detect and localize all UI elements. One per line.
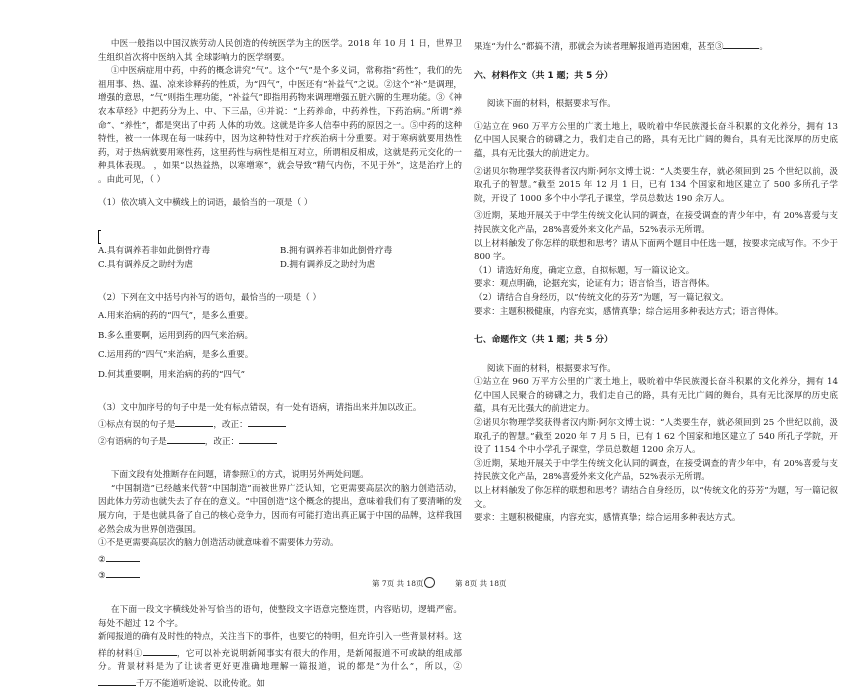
- q3-blank-3[interactable]: [167, 433, 205, 444]
- q3-line-1: [98, 416, 462, 433]
- q5-passage-part-2: ，它可以补充说明新闻事实有很大的作用，是新闻报道不可或缺的组成部分。背景材料是为了让读者更好更准确地理解一篇报道，说的都是“为什么”，所以，②: [98, 648, 462, 673]
- q4-item-1: ①不是更需要高层次的脑力创造活动就意味着不需要体力劳动。: [98, 538, 339, 549]
- q5-passage: [98, 631, 462, 691]
- q5-continuation-text: 果连“为什么”都搞不清，那就会为读者理解报道再造困难，甚至③: [474, 42, 724, 52]
- q5-continuation-end: 。: [759, 42, 769, 52]
- q5-blank-3[interactable]: [723, 38, 759, 49]
- q4-item-2-num: ②: [98, 554, 106, 565]
- section-6-material-1: ①站立在 960 万平方公里的广袤土地上，吸吮着中华民族漫长奋斗积累的文化养分，拥有 13 亿中国人民聚合的磅礴之力，我们走自己的路，具有无比广阔的舞台，具有无比深厚的历史底蕴，具有无比强大的前进定力。: [474, 121, 838, 159]
- q2-stem: （2）下列在文中括号内补写的语句，最恰当的一项是（ ）: [98, 293, 322, 304]
- right-column: [474, 38, 838, 526]
- q4-passage: “中国制造”已经越来代替“中国制造”而被世界广泛认知，它更需要高层次的脑力创造活动，因此体力劳动也就失去了存在的意义。“中国创造”这个概念的提出，意味着我们有了要清晰的发展方向，于是也就具备了自己的核心竞争力，因而有可能打造出真正属于中国的品牌，这样我国必然会成为世界创造强国。: [98, 483, 462, 535]
- section-6-topic-1: （1）请选好角度，确定立意，自拟标题，写一篇议论文。: [474, 265, 695, 276]
- section-6-heading: 六、材料作文（共 1 题；共 5 分）: [474, 70, 613, 81]
- section-6-intro: 阅读下面的材料，根据要求写作。: [486, 99, 616, 110]
- intro-line-1: 中医一般指以中国汉族劳动人民创造的传统医学为主的医学。2018 年 10 月 1 日，世界卫生组织首次将中医纳入其 全球影响力的医学纲要。: [98, 39, 462, 63]
- q5-passage-part-1: 新闻报道的确有及时性的特点，关注当下的事件，也要它的特明，但充许引入一些背景材料。这样的材料①: [98, 632, 462, 659]
- q3-line-2-prefix: ②有语病的句子是: [98, 436, 167, 447]
- section-7-material-1: ①站立在 960 万平方公里的广袤土地上，吸吮着中华民族漫长奋斗积累的文化养分，拥有 14 亿中国人民聚合的磅礴之力，我们走自己的路，具有无比广阔的舞台，具有无比深厚的历史底蕴，具有无比强大的前进定力。: [474, 377, 838, 415]
- q3-line-1-prefix: ①标点有误的句子是: [98, 419, 176, 430]
- q2-option-c[interactable]: C.运用药的“四气”来治病，是多么重要。: [98, 350, 254, 361]
- q1-option-d[interactable]: D.拥有调养反之助纣为虐: [280, 259, 376, 270]
- section-6-task: 以上材料触发了你怎样的联想和思考？请从下面两个题目中任选一题，按要求完成写作。不少于 800 字。: [474, 238, 838, 263]
- q2-option-d[interactable]: D.何其重要啊，用来治病的药的“四气”: [98, 369, 246, 380]
- q3-line-1-fix: ，改正：: [213, 419, 248, 430]
- section-6-material-3: ③近期，某地开展关于中学生传统文化认同的调查，在接受调查的青少年中，有 20%喜爱与支持民族文化产品，28%喜爱外来文化产品，52%表示无所谓。: [474, 211, 838, 235]
- q4-blank-2[interactable]: [106, 551, 140, 562]
- binding-circle-icon: [424, 577, 435, 588]
- q1-option-a[interactable]: A.具有调养若非如此倒骨疗毒: [98, 246, 211, 257]
- q3-blank-4[interactable]: [239, 433, 277, 444]
- q1-option-c[interactable]: C.具有调养反之助纣为虐: [98, 259, 193, 270]
- section-6-material-2: ②诺贝尔物理学奖获得者汉内斯·阿尔文博士说：“人类要生存，就必须回到 25 个世纪以前，汲取孔子的智慧。”截至 2015 年 12 月 1 日，已有 134 个国家和地区建立了 500 多所孔子学院，开设了 1000 多个中小学孔子课堂，学员总数达 190 余万人。: [474, 166, 838, 204]
- q5-blank-2[interactable]: [98, 675, 136, 686]
- left-page-number: 第 7页 共 18页: [372, 579, 424, 588]
- section-7-material-2: ②诺贝尔物理学奖获得者汉内斯·阿尔文博士说：“人类要生存，就必须回到 25 个世纪以前，汲取孔子的智慧。”截至 2020 年 7 月 5 日，已有 1 62 个国家和地区建立了 540 所孔子学院，开设了 1154 个中小学孔子课堂，学员总数超 1200 余万人。: [474, 418, 838, 456]
- intro-passage: ①中医病症用中药，中药的概念讲究“气”。这个“气”是个多义词，常称指“药性”，我们的先祖用事、热、温、凉来诊释药的性质，为“四气”，中医还有“补益气”之说。②这个“补”是调理，增强的意思，“气”则指生理功能，“补益气”即指用药物来调理增强五脏六腑的生理功能。③《神农本草经》中把药分为上、中、下三品，④并说：“上药养命，中药养性，下药治病。”所谓“养命”、“养性”，都是突出了中药 人体的功效。这就是许多人信奉中药的原因之一。⑤中药的这种特性，被一一体现在每一味药中，因为这种特性对于疗疾治病十分重要。对于寒病就要用热性药，对于热病就要用寒性药，这里药性与病性是相互对立，所谓相反相成，这就是药元交化的一种具体表现。 ，如果“以热益热，以寒增寒”，就会导致“精气内伤，不见于外”，这是治疗上的 。由此可见，（ ）: [98, 66, 462, 185]
- q3-line-2-fix: ，改正：: [204, 436, 240, 447]
- q3-line-2: [98, 433, 462, 450]
- q3-blank-1[interactable]: [175, 416, 213, 427]
- q4-blank-3[interactable]: [106, 567, 140, 578]
- q1-bracket-mark: [98, 230, 462, 245]
- section-6-topic-2: （2）请结合自身经历，以“传统文化的芬芳”为题，写一篇记叙文。: [474, 292, 729, 303]
- q1-options-row-2: [98, 259, 462, 273]
- q2-option-b[interactable]: B.多么重要啊，运用到药的四气来治病。: [98, 330, 254, 341]
- left-column: [98, 38, 462, 691]
- section-7-heading: 七、命题作文（共 1 题；共 5 分）: [474, 335, 613, 346]
- section-7-requirements: 要求：主题积极健康，内容充实，感情真挚；综合运用多种表达方式。: [474, 513, 741, 524]
- q5-continuation: [474, 38, 838, 55]
- q1-options-row-1: [98, 245, 462, 259]
- section-7-intro: 阅读下面的材料，根据要求写作。: [486, 363, 616, 374]
- section-7-material-3: ③近期，某地开展关于中学生传统文化认同的调查，在接受调查的青少年中，有 20%喜爱与支持民族文化产品，28%喜爱外来文化产品，52%表示无所谓。: [474, 458, 838, 483]
- q4-item-3-num: ③: [98, 571, 106, 582]
- q3-blank-2[interactable]: [248, 416, 286, 427]
- q1-option-b[interactable]: B.拥有调养若非如此倒骨疗毒: [280, 246, 393, 257]
- q1-stem: （1）依次填入文中横线上的词语，最恰当的一项是（ ）: [98, 197, 313, 208]
- q2-option-a[interactable]: A.用来治病的药的“四气”，是多么重要。: [98, 311, 254, 321]
- right-page-number: 第 8页 共 18页: [455, 579, 507, 588]
- q4-instruction: 下面文段有处推断存在问题，请参照①的方式，说明另外两处问题。: [110, 470, 369, 481]
- q5-blank-1[interactable]: [143, 645, 177, 656]
- section-7-task: 以上材料触发了你怎样的联想和思考？请结合自身经历，以“传统文化的芬芳”为题，写一篇记叙文。: [474, 486, 838, 510]
- q4-item-2: [98, 551, 462, 568]
- section-6-topic-2-req: 要求：主题积极健康，内容充实，感情真挚；综合运用多种表达方式；语言得体。: [474, 306, 784, 317]
- section-6-topic-1-req: 要求：观点明确，论据充实，论证有力；语言恰当，语言得体。: [474, 279, 715, 290]
- q3-stem: （3）文中加序号的句子中是一处有标点错误，有一处有语病，请指出来并加以改正。: [98, 403, 422, 414]
- q5-instruction: 在下面一段文字横线处补写恰当的语句，使整段文字语意完整连贯，内容贴切，逻辑严密。每处不超过 12 个字。: [98, 604, 462, 629]
- q5-passage-part-3: 千万不能道听途说、以讹传讹。如: [136, 678, 265, 689]
